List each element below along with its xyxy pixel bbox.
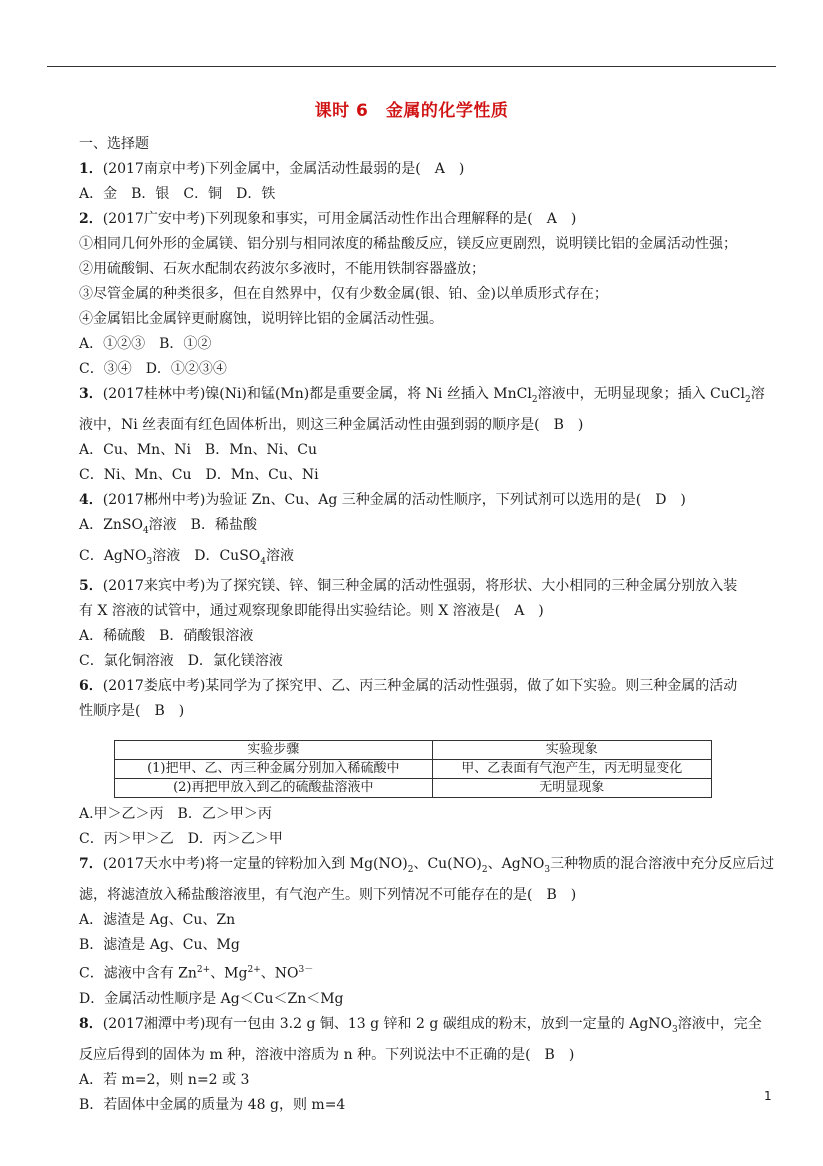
option-text: 溶液 — [266, 547, 295, 564]
option-text: 、Mg — [210, 965, 248, 982]
table-header: 实验步骤 — [115, 741, 433, 760]
table-cell: (1)把甲、乙、丙三种金属分别加入稀硫酸中 — [115, 760, 433, 779]
question-6 — [79, 674, 775, 699]
experiment-table — [114, 740, 712, 798]
question-6-line-2: 性顺序是( B ) — [79, 703, 185, 720]
statement-4: ④金属铝比金属锌更耐腐蚀，说明锌比铝的金属活动性强。 — [79, 311, 443, 327]
question-3 — [79, 382, 775, 413]
question-5-line-2: 有 X 溶液的试管中，通过观察现象即能得出实验结论。则 X 溶液是( A ) — [79, 603, 544, 620]
subscript: 3 — [544, 865, 551, 876]
question-stem-cont: 、AgNO — [487, 856, 545, 873]
question-8-line-2: 反应后得到的固体为 m 种，溶液中溶质为 n 种。下列说法中不正确的是( B ) — [79, 1046, 575, 1063]
question-3-line-2: 液中，Ni 丝表面有红色固体析出，则这三种金属活动性由强到弱的顺序是( B ) — [79, 416, 584, 433]
question-5-options-2: C．氯化铜溶液 D．氯化镁溶液 — [79, 653, 283, 670]
document-body — [79, 132, 775, 1118]
page-title: 课时 6 金属的化学性质 — [314, 101, 509, 121]
question-number: 7． — [79, 856, 103, 873]
option-text: C．滤液中含有 Zn — [79, 965, 197, 982]
question-stem-cont: ) — [402, 856, 408, 873]
question-stem: (2017郴州中考)为验证 Zn、Cu、Ag 三种金属的活动性顺序，下列试剂可以选用的是( D ) — [102, 491, 686, 508]
question-3-options-2: C．Ni、Mn、Cu D．Mn、Cu、Ni — [79, 466, 319, 483]
question-7 — [79, 852, 775, 883]
question-number: 2． — [79, 211, 103, 227]
page-number: 1 — [764, 1089, 772, 1103]
question-1-options: A．金 B．银 C．铜 D．铁 — [79, 186, 276, 202]
superscript: 3－ — [298, 965, 314, 976]
subscript: 2 — [744, 394, 751, 405]
question-4-options-2 — [79, 544, 775, 575]
subscript: 2 — [531, 394, 538, 405]
superscript: 2+ — [196, 965, 211, 976]
question-stem-cont: 溶 — [750, 386, 765, 402]
question-7-line-2: 滤，将滤渣放入稀盐酸溶液里，有气泡产生。则下列情况不可能存在的是( B ) — [79, 887, 577, 904]
statement-1: ①相同几何外形的金属镁、铝分别与相同浓度的稀盐酸反应，镁反应更剧烈，说明镁比铝的金属活动性强； — [79, 236, 737, 252]
table-cell: 甲、乙表面有气泡产生，丙无明显变化 — [432, 760, 711, 779]
question-number: 1． — [79, 161, 103, 177]
question-5-options: A．稀硫酸 B．硝酸银溶液 — [79, 628, 254, 645]
question-7-option-b: B．滤渣是 Ag、Cu、Mg — [79, 937, 240, 954]
question-stem: (2017桂林中考)镍(Ni)和锰(Mn)都是重要金属，将 Ni 丝插入 MnCl — [102, 386, 532, 402]
subscript: 3 — [146, 556, 153, 567]
question-2 — [79, 207, 775, 232]
question-8-option-a: A．若 m=2，则 n=2 或 3 — [79, 1071, 250, 1088]
question-stem-cont: 溶液中，完全 — [677, 1015, 762, 1032]
question-stem: (2017广安中考)下列现象和事实，可用金属活动性作出合理解释的是( A ) — [102, 211, 577, 227]
question-number: 3． — [79, 386, 103, 402]
question-stem: (2017来宾中考)为了探究镁、锌、铜三种金属的活动性强弱，将形状、大小相同的三种金属分别放入装 — [102, 578, 738, 595]
subscript: 3 — [672, 1024, 678, 1035]
table-row — [115, 779, 712, 798]
question-4 — [79, 488, 775, 513]
question-5 — [79, 574, 775, 599]
option-text: A．ZnSO — [79, 516, 143, 533]
option-text: 溶液 D．CuSO — [152, 547, 261, 564]
table-cell: 无明显现象 — [432, 779, 711, 798]
question-number: 8． — [79, 1015, 103, 1032]
table-cell: (2)再把甲放入到乙的硫酸盐溶液中 — [115, 779, 433, 798]
question-stem-cont: 溶液中，无明显现象；插入 CuCl — [537, 386, 745, 402]
subscript: 4 — [260, 556, 267, 567]
option-text: 溶液 B．稀盐酸 — [148, 516, 257, 533]
question-number: 4． — [79, 491, 103, 508]
question-stem-cont: 、Cu(NO — [413, 856, 477, 873]
question-number: 5． — [79, 578, 103, 595]
question-4-options — [79, 513, 775, 544]
question-7-option-c — [79, 958, 775, 987]
subscript: 2 — [407, 865, 414, 876]
question-7-option-d: D．金属活动性顺序是 Ag＜Cu＜Zn＜Mg — [79, 990, 344, 1007]
section-heading: 一、选择题 — [79, 136, 149, 152]
question-stem: (2017湘潭中考)现有一包由 3.2 g 铜、13 g 锌和 2 g 碳组成的粉末，放到一定量的 AgNO — [102, 1015, 673, 1032]
superscript: 2+ — [247, 965, 261, 976]
question-8 — [79, 1012, 775, 1043]
table-header: 实验现象 — [432, 741, 711, 760]
statement-3: ③尽管金属的种类很多，但在自然界中，仅有少数金属(银、铂、金)以单质形式存在； — [79, 286, 608, 302]
header-rule — [47, 66, 776, 67]
subscript: 2 — [481, 865, 488, 876]
question-number: 6． — [79, 678, 103, 695]
question-1 — [79, 157, 775, 182]
question-3-options: A．Cu、Mn、Ni B．Mn、Ni、Cu — [79, 441, 318, 458]
question-stem-cont: ) — [476, 856, 482, 873]
statement-2: ②用硫酸铜、石灰水配制农药波尔多液时，不能用铁制容器盛放； — [79, 261, 485, 277]
question-6-options-2: C．丙＞甲＞乙 D．丙＞乙＞甲 — [79, 831, 283, 848]
table-row — [115, 760, 712, 779]
table-header-row — [115, 741, 712, 760]
question-7-option-a: A．滤渣是 Ag、Cu、Zn — [79, 912, 236, 929]
question-8-option-b: B．若固体中金属的质量为 48 g，则 m=4 — [79, 1096, 346, 1113]
question-6-options: A.甲＞乙＞丙 B．乙＞甲＞丙 — [79, 806, 272, 823]
option-text: 、NO — [260, 965, 299, 982]
question-stem: (2017南京中考)下列金属中，金属活动性最弱的是( A ) — [102, 161, 465, 177]
question-stem: (2017天水中考)将一定量的锌粉加入到 Mg(NO — [102, 856, 403, 873]
question-stem-cont: 三种物质的混合溶液中充分反应后过 — [550, 856, 775, 873]
subscript: 4 — [142, 525, 149, 536]
question-stem: (2017娄底中考)某同学为了探究甲、乙、丙三种金属的活动性强弱，做了如下实验。则三种金属的活动 — [102, 678, 738, 695]
question-2-options: A．①②③ B．①② — [79, 336, 212, 352]
option-text: C．AgNO — [79, 547, 147, 564]
question-2-options-2: C．③④ D．①②③④ — [79, 361, 227, 377]
